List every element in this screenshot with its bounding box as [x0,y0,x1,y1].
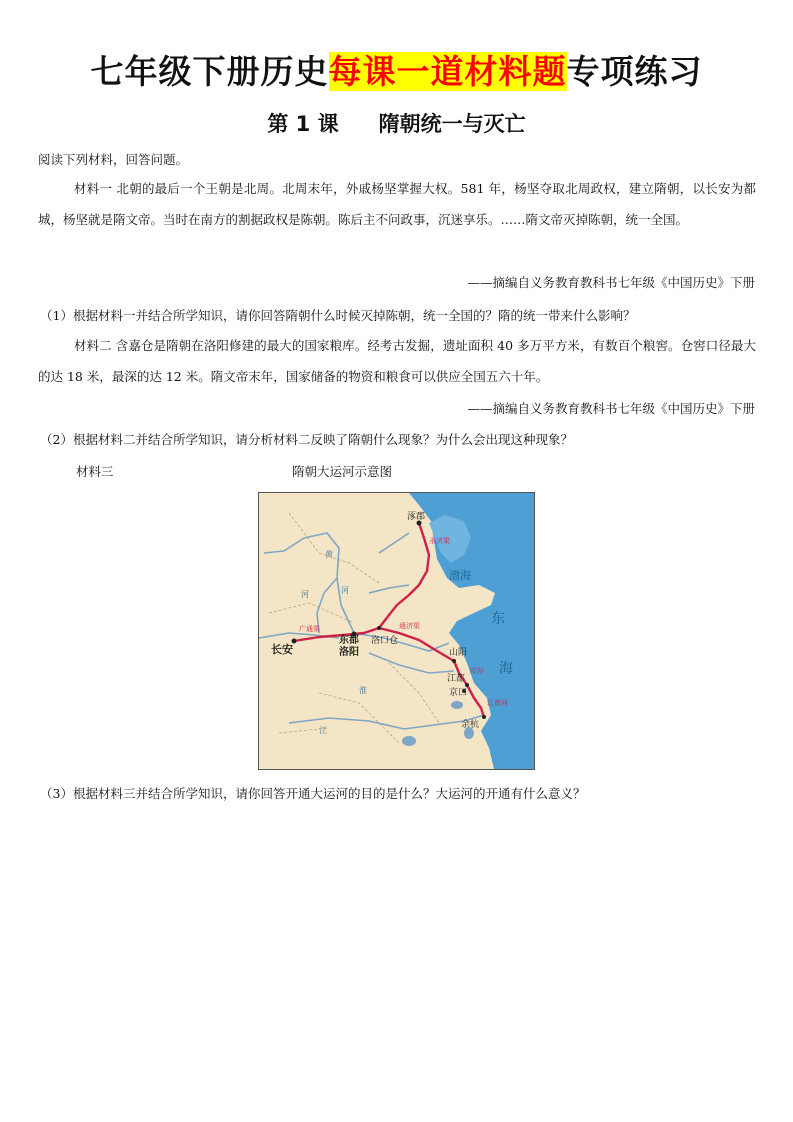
intro-text: 阅读下列材料，回答问题。 [38,152,189,167]
river-label-huai: 淮 [359,686,367,695]
changan-label: 长安 [271,643,293,656]
yongji-canal [379,523,429,628]
jiangdu-marker [465,683,469,687]
jiangnan-canal-label: 江南河 [487,699,508,707]
material-3-label: 材料三 [76,464,114,479]
material-2-source: ——摘编自义务教育教科书七年级《中国历史》下册 [467,401,755,416]
material-2-text: 材料二 含嘉仓是隋朝在洛阳修建的最大的国家粮库。经考古发掘，遗址面积 40 多万平方米，有数百个粮窖。仓窖口径最大的达 18 米，最深的达 12 米。隋文帝末年，国家储备的物资和粮食可以供应全国五六十年。 [38,338,756,384]
lesson-name: 隋朝统一与灭亡 [378,112,526,136]
river-label-he-2: 河 [301,590,309,599]
material-1-text: 材料一 北朝的最后一个王朝是北周。北周末年，外戚杨坚掌握大权。581 年，杨坚夺取北周政权，建立隋朝，以长安为都城，杨坚就是隋文帝。当时在南方的割据政权是陈朝。陈后主不问政事，沉迷享乐。……隋文帝灭掉陈朝，统一全国。 [38,181,756,227]
luokoucang-marker [377,626,381,630]
question-3: （3）根据材料三并结合所学知识，请你回答开通大运河的目的是什么？大运河的开通有什么意义？ [40,786,586,801]
title-highlight: 每课一道材料题 [328,52,567,91]
map-title: 隋朝大运河示意图 [292,464,393,479]
material-1-source: ——摘编自义务教育教科书七年级《中国历史》下册 [467,275,755,290]
jingkou-label: 京口 [449,688,468,698]
title-post: 专项练习 [566,52,703,91]
luoyang-label: 洛阳 [339,647,359,658]
yongji-canal-label: 永济渠 [429,537,450,545]
tongji-canal-label: 通济渠 [399,622,420,630]
luokoucang-label: 洛口仓 [371,636,399,646]
lesson-title [0,108,793,138]
question-2: （2）根据材料二并结合所学知识，请分析材料二反映了隋朝什么现象？为什么会出现这种现象？ [40,432,573,447]
sea-hai-label: 海 [499,661,513,677]
question-1: （1）根据材料一并结合所学知识，请你回答隋朝什么时候灭掉陈朝，统一全国的？隋的统一带来什么影响？ [40,308,636,323]
sea-east-label: 东 [491,611,505,627]
lake-2 [451,701,463,709]
zhuojun-label: 涿郡 [407,512,426,522]
yuhang-label: 余杭 [461,720,480,730]
guangtong-canal-label: 广通渠 [299,625,320,633]
shanyang-label: 山阳 [449,648,468,658]
shanyang-marker [452,659,456,663]
river-label-huang: 黄 [325,550,333,559]
river-label-he-1: 河 [341,586,349,595]
grand-canal-map [258,492,535,770]
jiangdu-label: 江都 [447,674,466,684]
river-label-jiang: 江 [319,726,327,735]
hangou-canal-label: 邗沟 [469,667,483,675]
page-title [0,46,793,93]
title-pre: 七年级下册历史 [90,52,329,91]
lesson-number: 第 1 课 [267,112,339,136]
lake-1 [402,736,416,746]
bohai-label: 渤海 [449,569,471,582]
dongdu-label: 东都 [339,635,359,646]
yuhang-marker [482,715,486,719]
